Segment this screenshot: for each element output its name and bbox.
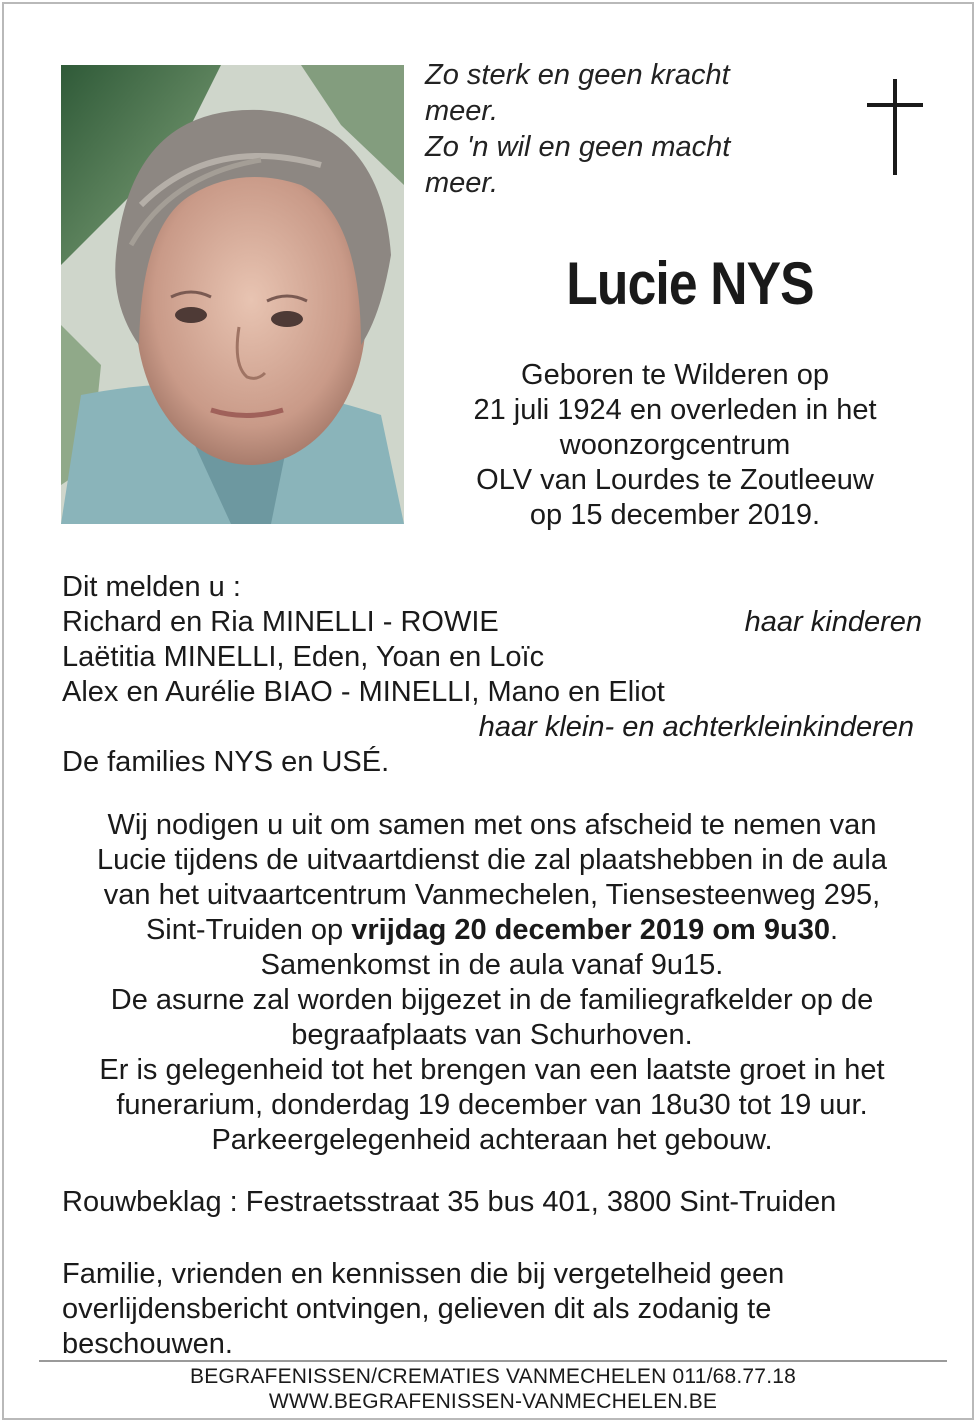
ceremony-line: Lucie tijdens de uitvaartdienst die zal plaatshebben in de aula <box>97 844 887 876</box>
obituary-card <box>2 2 974 1420</box>
portrait-illustration <box>61 65 404 524</box>
ceremony-line: begraafplaats van Schurhoven. <box>291 1019 693 1051</box>
ceremony-line: Samenkomst in de aula vanaf 9u15. <box>260 949 724 981</box>
footer-divider <box>39 1360 947 1362</box>
birth-line: OLV van Lourdes te Zoutleeuw <box>476 464 874 496</box>
grandchildren-role: haar klein- en achterkleinkinderen <box>478 711 914 743</box>
birth-line: Geboren te Wilderen op <box>521 359 829 391</box>
ceremony-line: Parkeergelegenheid achteraan het gebouw. <box>211 1124 773 1156</box>
grandchildren-line: Alex en Aurélie BIAO - MINELLI, Mano en Eliot <box>62 676 665 708</box>
poem-line: meer. <box>425 167 499 199</box>
ceremony-line: Er is gelegenheid tot het brengen van een laatste groet in het <box>99 1054 885 1086</box>
condolence-address: Rouwbeklag : Festraetsstraat 35 bus 401, 3800 Sint-Truiden <box>62 1186 837 1218</box>
grandchildren-role-row <box>62 710 922 745</box>
cross-icon <box>867 79 923 175</box>
birth-line: 21 juli 1924 en overleden in het <box>473 394 877 426</box>
announce-intro: Dit melden u : <box>62 571 241 603</box>
portrait-photo <box>61 65 404 524</box>
family-announcement <box>62 570 922 780</box>
families-line: De families NYS en USÉ. <box>62 746 390 778</box>
notice-line: Familie, vrienden en kennissen die bij vergetelheid geen <box>62 1258 785 1290</box>
ceremony-date: vrijdag 20 december 2019 om 9u30 <box>351 914 830 946</box>
ceremony-line: De asurne zal worden bijgezet in de familiegrafkelder op de <box>110 984 874 1016</box>
birth-death-details <box>425 358 925 533</box>
poem-line: Zo sterk en geen kracht <box>425 59 730 91</box>
funeral-home-footer <box>39 1364 947 1414</box>
grandchildren-line: Laëtitia MINELLI, Eden, Yoan en Loïc <box>62 641 545 673</box>
birth-line: woonzorgcentrum <box>559 429 791 461</box>
notice-line: overlijdensbericht ontvingen, gelieven dit als zodanig te <box>62 1293 772 1325</box>
ceremony-details <box>44 808 940 1158</box>
poem-line: meer. <box>425 95 499 127</box>
ceremony-date-line <box>44 913 940 948</box>
children-names: Richard en Ria MINELLI - ROWIE <box>62 606 499 638</box>
footer-company: BEGRAFENISSEN/CREMATIES VANMECHELEN 011/68.77.18 <box>190 1365 796 1388</box>
ceremony-date-prefix: Sint-Truiden op <box>145 914 352 946</box>
ceremony-line: van het uitvaartcentrum Vanmechelen, Tiensesteenweg 295, <box>103 879 881 911</box>
notice-line: beschouwen. <box>62 1328 233 1360</box>
poem-line: Zo 'n wil en geen macht <box>425 131 731 163</box>
children-row <box>62 605 922 640</box>
ceremony-line: funerarium, donderdag 19 december van 18u30 tot 19 uur. <box>116 1089 868 1121</box>
notice-text <box>62 1257 862 1362</box>
deceased-name: Lucie NYS <box>566 250 814 317</box>
ceremony-date-suffix: . <box>829 914 839 946</box>
birth-line: op 15 december 2019. <box>529 499 821 531</box>
children-role: haar kinderen <box>744 606 922 638</box>
footer-website: WWW.BEGRAFENISSEN-VANMECHELEN.BE <box>268 1390 718 1413</box>
ceremony-line: Wij nodigen u uit om samen met ons afscheid te nemen van <box>107 809 877 841</box>
poem <box>425 57 785 201</box>
